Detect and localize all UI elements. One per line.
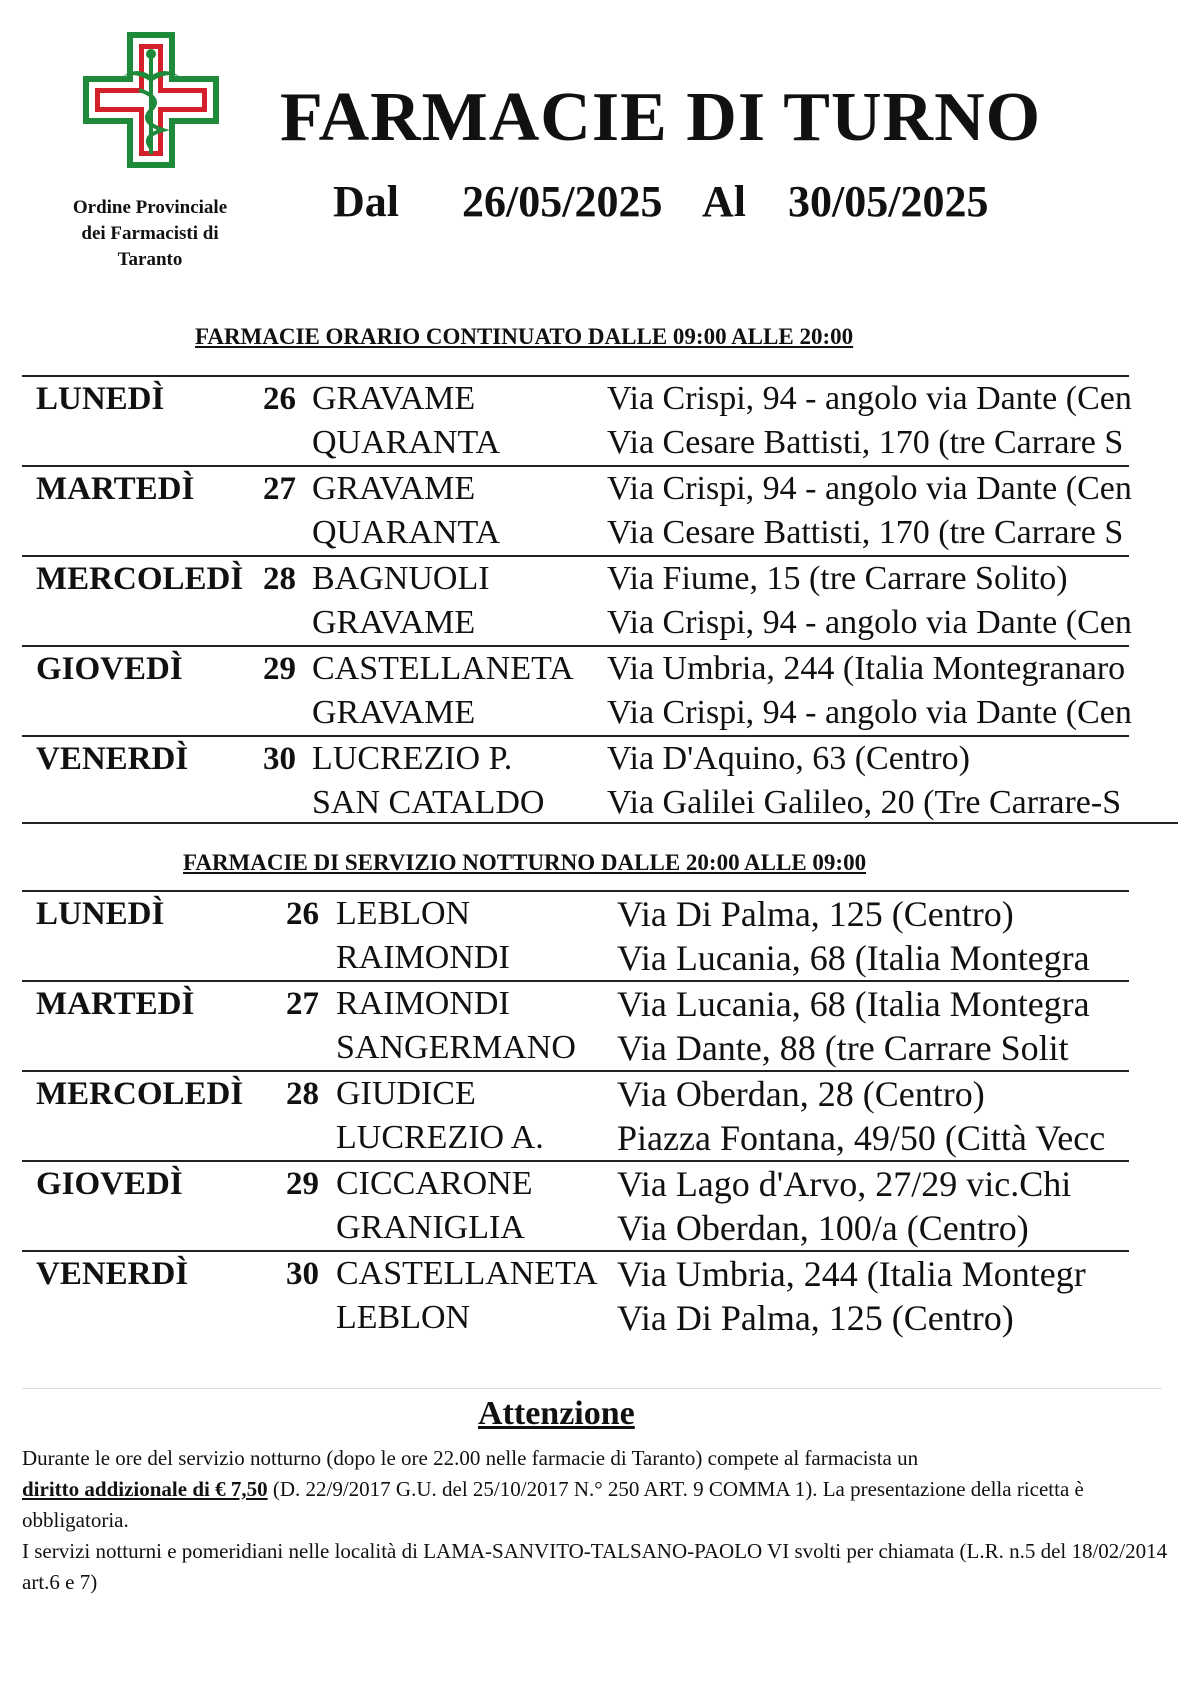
- pharmacy-address: Via Di Palma, 125 (Centro): [617, 894, 1014, 934]
- pharmacy-address: Via Oberdan, 28 (Centro): [617, 1074, 985, 1114]
- table-row: [22, 1252, 1129, 1296]
- day-number: 26: [263, 381, 296, 417]
- weekday: MARTEDÌ: [36, 471, 195, 507]
- table-row: [22, 1116, 1129, 1160]
- pharmacy-name: LUCREZIO A.: [336, 1119, 544, 1156]
- pharmacy-address: Via Umbria, 244 (Italia Montegr: [617, 1254, 1086, 1294]
- footer-divider: [22, 1388, 1162, 1389]
- table-row: [22, 982, 1129, 1026]
- pharmacy-address: Via Crispi, 94 - angolo via Dante (Cen: [607, 694, 1132, 731]
- day-number: 29: [263, 651, 296, 687]
- table-row: [22, 601, 1132, 645]
- weekday: MERCOLEDÌ: [36, 1076, 244, 1112]
- table-row: [22, 511, 1129, 555]
- schedule-day-block: [22, 1070, 1129, 1160]
- pharmacy-name: GRANIGLIA: [336, 1209, 525, 1246]
- pharmacy-name: CASTELLANETA: [336, 1255, 598, 1292]
- day-number: 30: [286, 1256, 319, 1292]
- weekday: VENERDÌ: [36, 741, 189, 777]
- notice-text-part: Durante le ore del servizio notturno (dopo le ore 22.00 nelle farmacie di Taranto) compete al farmacista un: [22, 1446, 919, 1470]
- schedule-day-block: [22, 735, 1129, 825]
- pharmacy-address: Piazza Fontana, 49/50 (Città Vecc: [617, 1118, 1106, 1158]
- night-section-title: FARMACIE DI SERVIZIO NOTTURNO DALLE 20:00 ALLE 09:00: [183, 850, 867, 875]
- notice-text: [22, 1443, 1172, 1598]
- pharmacy-name: LEBLON: [336, 1299, 471, 1336]
- day-number: 27: [286, 986, 319, 1022]
- pharmacy-address: Via Lago d'Arvo, 27/29 vic.Chi: [617, 1164, 1072, 1204]
- schedule-day-block: [22, 1250, 1129, 1340]
- pharmacy-address: Via Dante, 88 (tre Carrare Solit: [617, 1028, 1069, 1068]
- weekday: LUNEDÌ: [36, 381, 165, 417]
- weekday: GIOVEDÌ: [36, 651, 183, 687]
- pharmacy-address: Via Oberdan, 100/a (Centro): [617, 1208, 1029, 1248]
- schedule-day-block: [22, 465, 1132, 555]
- pharmacy-address: Via Lucania, 68 (Italia Montegra: [617, 984, 1090, 1024]
- pharmacy-name: GIUDICE: [336, 1075, 476, 1112]
- schedule-day-block: [22, 645, 1132, 735]
- page-title: FARMACIE DI TURNO: [280, 79, 1042, 156]
- section-divider: [22, 822, 1178, 824]
- day-schedule-table: [22, 375, 1137, 825]
- night-schedule-table: [22, 890, 1137, 1340]
- schedule-day-block: [22, 555, 1132, 645]
- table-row: [22, 557, 1129, 601]
- pharmacy-address: Via Crispi, 94 - angolo via Dante (Cen: [607, 604, 1132, 641]
- table-row: [22, 737, 1129, 781]
- org-line: dei Farmacisti di: [81, 223, 219, 244]
- pharmacy-name: SANGERMANO: [336, 1029, 576, 1066]
- pharmacy-address: Via Crispi, 94 - angolo via Dante (Cen: [607, 470, 1132, 507]
- table-row: [22, 467, 1132, 511]
- table-row: [22, 1296, 1129, 1340]
- pharmacy-name: CICCARONE: [336, 1165, 533, 1202]
- weekday: MARTEDÌ: [36, 986, 195, 1022]
- pharmacy-address: Via Di Palma, 125 (Centro): [617, 1298, 1014, 1338]
- table-row: [22, 647, 1129, 691]
- pharmacy-address: Via Galilei Galileo, 20 (Tre Carrare-S: [607, 784, 1122, 821]
- pharmacy-name: BAGNUOLI: [312, 560, 490, 597]
- day-number: 26: [286, 896, 319, 932]
- date-range: Dal 26/05/2025 Al 30/05/2025: [333, 177, 989, 226]
- schedule-day-block: [22, 1160, 1129, 1250]
- pharmacy-name: SAN CATALDO: [312, 784, 545, 821]
- schedule-day-block: [22, 980, 1129, 1070]
- pharmacy-address: Via D'Aquino, 63 (Centro): [607, 740, 970, 777]
- table-row: [22, 781, 1129, 825]
- pharmacy-name: CASTELLANETA: [312, 650, 574, 687]
- table-row: [22, 892, 1129, 936]
- pharmacy-name: QUARANTA: [312, 424, 501, 461]
- notice-title: Attenzione: [478, 1395, 635, 1432]
- notice-paragraph: [22, 1443, 1172, 1536]
- day-number: 29: [286, 1166, 319, 1202]
- table-row: [22, 691, 1132, 735]
- pharmacy-name: GRAVAME: [312, 380, 476, 417]
- pharmacy-address: Via Crispi, 94 - angolo via Dante (Cen: [607, 380, 1132, 417]
- pharmacy-cross-caduceus-logo: [83, 32, 219, 168]
- weekday: GIOVEDÌ: [36, 1166, 183, 1202]
- pharmacy-address: Via Cesare Battisti, 170 (tre Carrare S: [607, 514, 1124, 551]
- table-row: [22, 1162, 1129, 1206]
- day-number: 28: [263, 561, 296, 597]
- pharmacy-address: Via Cesare Battisti, 170 (tre Carrare S: [607, 424, 1124, 461]
- org-line: Ordine Provinciale: [72, 197, 228, 218]
- table-row: [22, 377, 1132, 421]
- schedule-day-block: [22, 890, 1129, 980]
- table-row: [22, 1206, 1129, 1250]
- notice-paragraph: I servizi notturni e pomeridiani nelle località di LAMA-SANVITO-TALSANO-PAOLO VI svolti per chiamata (L.R. n.5 del 18/02/2014 art.6 e 7): [22, 1539, 1168, 1594]
- pharmacy-address: Via Umbria, 244 (Italia Montegranaro: [607, 650, 1126, 687]
- table-row: [22, 1072, 1129, 1116]
- day-section-title: FARMACIE ORARIO CONTINUATO DALLE 09:00 ALLE 20:00: [195, 324, 854, 349]
- issuer-organization: [40, 195, 260, 273]
- pharmacy-name: GRAVAME: [312, 604, 476, 641]
- pharmacy-name: RAIMONDI: [336, 985, 510, 1022]
- weekday: VENERDÌ: [36, 1256, 189, 1292]
- pharmacy-name: GRAVAME: [312, 694, 476, 731]
- weekday: MERCOLEDÌ: [36, 561, 244, 597]
- day-number: 30: [263, 741, 296, 777]
- day-number: 27: [263, 471, 296, 507]
- org-line: Taranto: [117, 249, 183, 270]
- additional-fee: diritto addizionale di € 7,50: [22, 1477, 268, 1501]
- notice-text-part: (D. 22/9/2017 G.U. del 25/10/2017 N.° 250 ART. 9 COMMA 1). La presentazione della ricetta è obbligatoria.: [22, 1477, 1084, 1532]
- table-row: [22, 421, 1129, 465]
- pharmacy-name: GRAVAME: [312, 470, 476, 507]
- pharmacy-name: RAIMONDI: [336, 939, 510, 976]
- day-number: 28: [286, 1076, 319, 1112]
- pharmacy-address: Via Fiume, 15 (tre Carrare Solito): [607, 560, 1068, 597]
- pharmacy-name: LEBLON: [336, 895, 471, 932]
- pharmacy-address: Via Lucania, 68 (Italia Montegra: [617, 938, 1090, 978]
- table-row: [22, 1026, 1129, 1070]
- table-row: [22, 936, 1129, 980]
- weekday: LUNEDÌ: [36, 896, 165, 932]
- pharmacy-name: QUARANTA: [312, 514, 501, 551]
- schedule-day-block: [22, 375, 1132, 465]
- pharmacy-name: LUCREZIO P.: [312, 740, 513, 777]
